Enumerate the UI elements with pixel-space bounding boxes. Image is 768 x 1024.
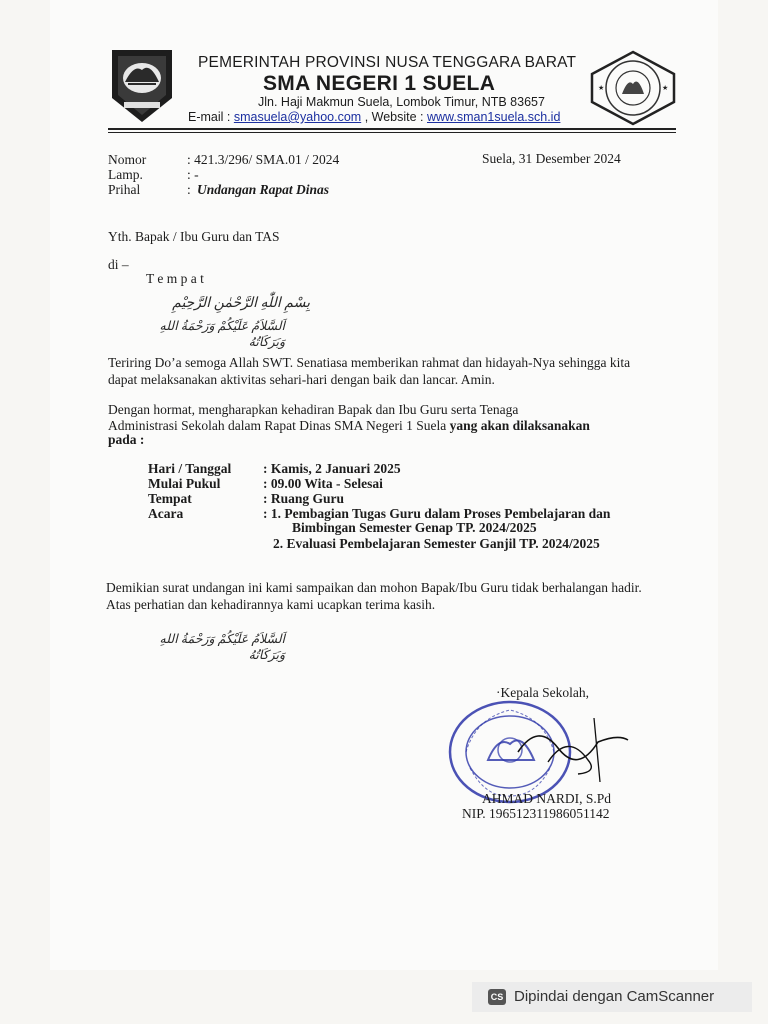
school-name: SMA NEGERI 1 SUELA — [263, 72, 496, 95]
camscanner-text: Dipindai dengan CamScanner — [514, 988, 715, 1005]
recipient-line: Yth. Bapak / Ibu Guru dan TAS — [108, 229, 280, 244]
agenda-event-label: Acara — [148, 506, 184, 521]
agenda-time-label: Mulai Pukul — [148, 476, 221, 491]
agenda-place-label: Tempat — [148, 491, 192, 506]
salam-opening: اَلسَّلاَمُ عَلَيْكُمْ وَرَحْمَةُ اللهِ وَبَرَكَاتُهُ — [159, 319, 285, 349]
basmala-text: بِسْمِ اللّٰهِ الرَّحْمٰنِ الرَّحِيْمِ — [172, 296, 310, 311]
paragraph-invitation-line3: pada : — [108, 432, 145, 447]
school-contact — [188, 110, 560, 124]
nomor-value: : 421.3/296/ SMA.01 / 2024 — [187, 152, 340, 167]
website-link[interactable]: www.sman1suela.sch.id — [427, 110, 561, 124]
paragraph-greeting-line1: Teriring Do’a semoga Allah SWT. Senatiasa memberikan rahmat dan hidayah-Nya sehingga kita — [108, 355, 631, 370]
prihal-colon: : — [187, 182, 191, 197]
svg-text:★: ★ — [598, 84, 605, 92]
invitation-emphasis: yang akan dilaksanakan — [449, 418, 590, 433]
agenda-event-item1-line1: : 1. Pembagian Tugas Guru dalam Proses Pembelajaran dan — [263, 506, 611, 521]
prihal-value: Undangan Rapat Dinas — [197, 182, 330, 197]
recipient-place: T e m p a t — [146, 271, 204, 286]
agenda-place-value: : Ruang Guru — [263, 491, 345, 506]
lamp-value: : - — [187, 167, 199, 182]
closing-line2: Atas perhatian dan kehadirannya kami ucapkan terima kasih. — [106, 597, 436, 612]
place-date: Suela, 31 Desember 2024 — [482, 151, 621, 166]
nomor-label: Nomor — [108, 152, 147, 167]
agenda-event-item1-line2: Bimbingan Semester Genap TP. 2024/2025 — [292, 520, 537, 535]
agenda-day-label: Hari / Tanggal — [148, 461, 232, 476]
website-label: , Website : — [364, 110, 424, 124]
regency-emblem-logo — [110, 48, 174, 124]
handwritten-signature — [508, 712, 638, 792]
recipient-di: di – — [108, 257, 129, 272]
camscanner-logo-icon: CS — [488, 989, 506, 1005]
prihal-label: Prihal — [108, 182, 141, 197]
invitation-text: Administrasi Sekolah dalam Rapat Dinas SMA Negeri 1 Suela — [108, 418, 450, 433]
signatory-nip: NIP. 196512311986051142 — [462, 806, 610, 821]
header-divider-thick — [108, 128, 676, 130]
government-name: PEMERINTAH PROVINSI NUSA TENGGARA BARAT — [198, 54, 577, 71]
agenda-day-value: : Kamis, 2 Januari 2025 — [263, 461, 401, 476]
paragraph-invitation-line2 — [108, 418, 678, 434]
svg-text:★: ★ — [662, 84, 669, 92]
email-link[interactable]: smasuela@yahoo.com — [233, 110, 362, 124]
agenda-time-value: : 09.00 Wita - Selesai — [263, 476, 383, 491]
email-label: E-mail : — [188, 110, 231, 124]
salam-closing: اَلسَّلاَمُ عَلَيْكُمْ وَرَحْمَةُ اللهِ وَبَرَكَاتُهُ — [159, 632, 285, 662]
school-address: Jln. Haji Makmun Suela, Lombok Timur, NTB 83657 — [258, 95, 545, 109]
paragraph-invitation-line1: Dengan hormat, mengharapkan kehadiran Bapak dan Ibu Guru serta Tenaga — [108, 402, 519, 417]
lamp-label: Lamp. — [108, 167, 143, 182]
signature-title: ·Kepala Sekolah, — [496, 685, 589, 700]
agenda-event-item2: 2. Evaluasi Pembelajaran Semester Ganjil TP. 2024/2025 — [273, 536, 600, 551]
paragraph-greeting-line2: dapat melaksanakan aktivitas sehari-hari dengan baik dan lancar. Amin. — [108, 372, 495, 387]
header-divider-thin — [108, 132, 676, 133]
closing-line1: Demikian surat undangan ini kami sampaikan dan mohon Bapak/Ibu Guru tidak berhalangan hadir. — [106, 580, 642, 595]
signatory-name: AHMAD NARDI, S.Pd — [482, 791, 612, 806]
school-seal-logo — [590, 50, 676, 126]
